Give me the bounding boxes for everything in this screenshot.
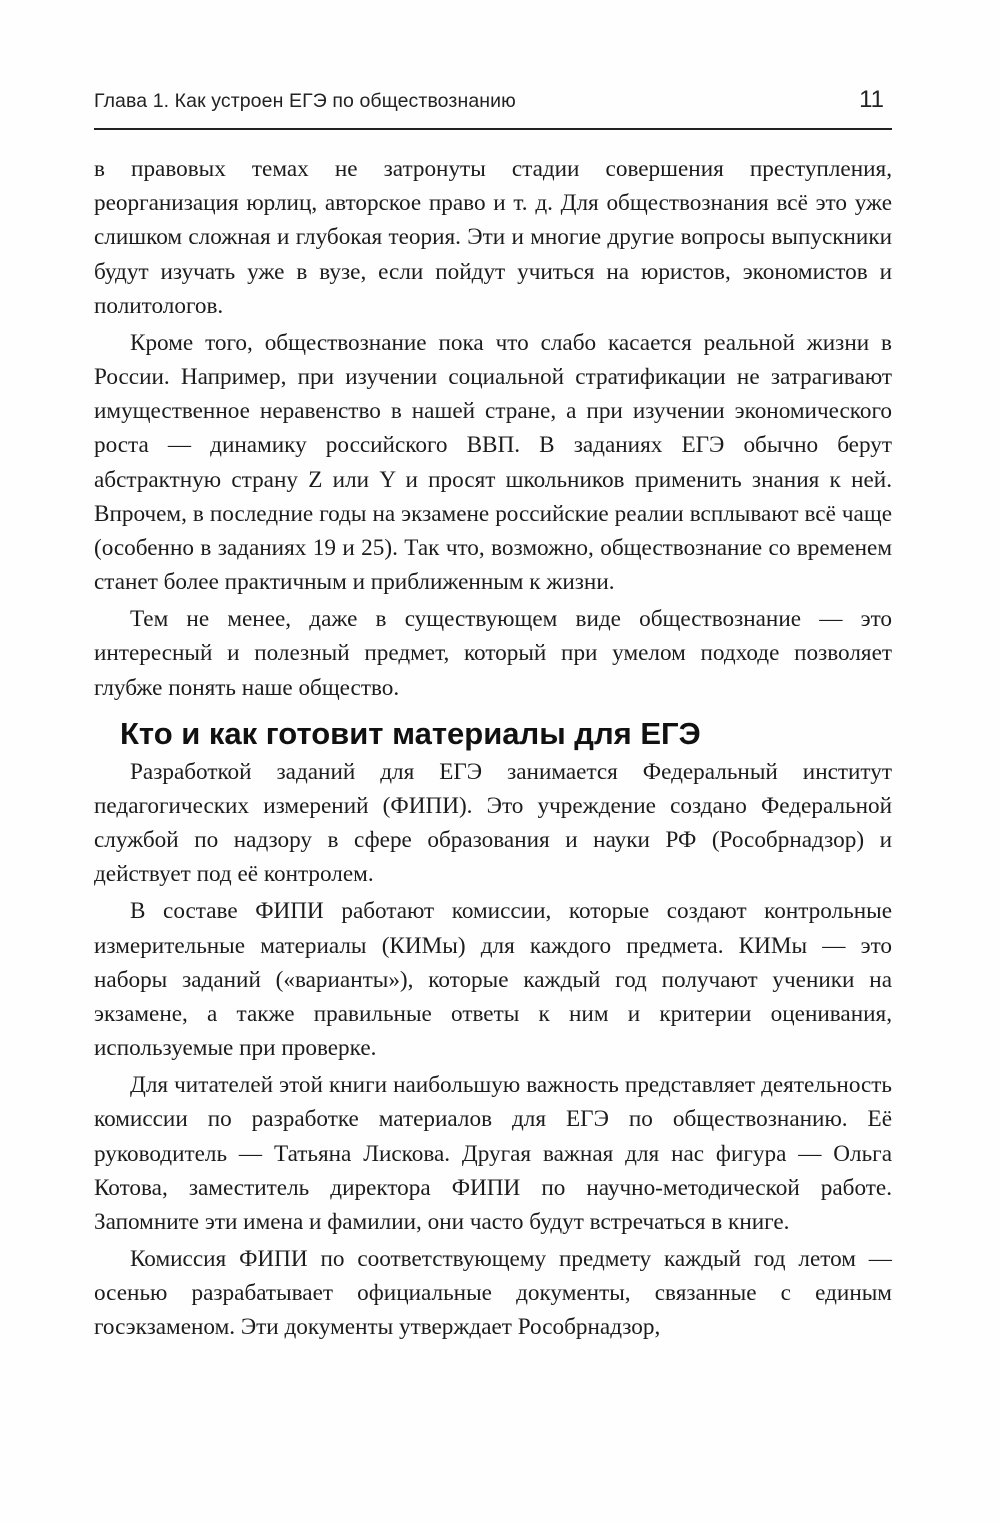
section-heading: Кто и как готовит материалы для ЕГЭ (120, 715, 701, 751)
paragraph: Разработкой заданий для ЕГЭ занимается Федеральный институт педагогических измерений (ФИПИ). Это учреждение создано Федеральной службой по надзору в сфере образования и науки РФ (Рособрнадзор) и действует под её контролем. (94, 758, 892, 888)
paragraph: Комиссия ФИПИ по соответствующему предмету каждый год летом — осенью разрабатывает официальные документы, связанные с единым госэкзаменом. Эти документы утверждает Рособрнадзор, (94, 1246, 892, 1341)
paragraph: Тем не менее, даже в существующем виде обществознание — это интересный и полезный предмет, который при умелом подходе позволяет глубже понять наше общество. (94, 606, 892, 701)
body-text (94, 152, 892, 1347)
paragraph-continuation: в правовых темах не затронуты стадии совершения преступления, реорганизация юрлиц, авторское право и т. д. Для обществознания всё это уже слишком сложная и глубокая теория. Эти и многие другие вопросы выпускники будут изучать уже в вузе, если пойдут учиться на юристов, экономистов и политологов. (94, 156, 892, 319)
running-header (94, 86, 892, 130)
paragraph: Для читателей этой книги наибольшую важность представляет деятельность комиссии по разработке материалов для ЕГЭ по обществознанию. Её руководитель — Татьяна Лискова. Другая важная для нас фигура — Ольга Котова, заместитель директора ФИПИ по научно-методической работе. Запомните эти имена и фамилии, они часто будут встречаться в книге. (94, 1072, 892, 1236)
page-number: 11 (859, 86, 884, 113)
chapter-title: Глава 1. Как устроен ЕГЭ по обществознанию (94, 90, 516, 112)
paragraph: Кроме того, обществознание пока что слабо касается реальной жизни в России. Например, при изучении социальной стратификации не затрагивают имущественное неравенство в нашей стране, а при изучении экономического роста — динамику российского ВВП. В заданиях ЕГЭ обычно берут абстрактную страну Z или Y и просят школьников применить знания к ней. Впрочем, в последние годы на экзамене российские реалии всплывают всё чаще (особенно в заданиях 19 и 25). Так что, возможно, обществознание со временем станет более практичным и приближенным к жизни. (94, 329, 892, 596)
paragraph: В составе ФИПИ работают комиссии, которые создают контрольные измерительные материалы (КИМы) для каждого предмета. КИМы — это наборы заданий («варианты»), которые каждый год получают ученики на экзамене, а также правильные ответы к ним и критерии оценивания, используемые при проверке. (94, 898, 892, 1062)
